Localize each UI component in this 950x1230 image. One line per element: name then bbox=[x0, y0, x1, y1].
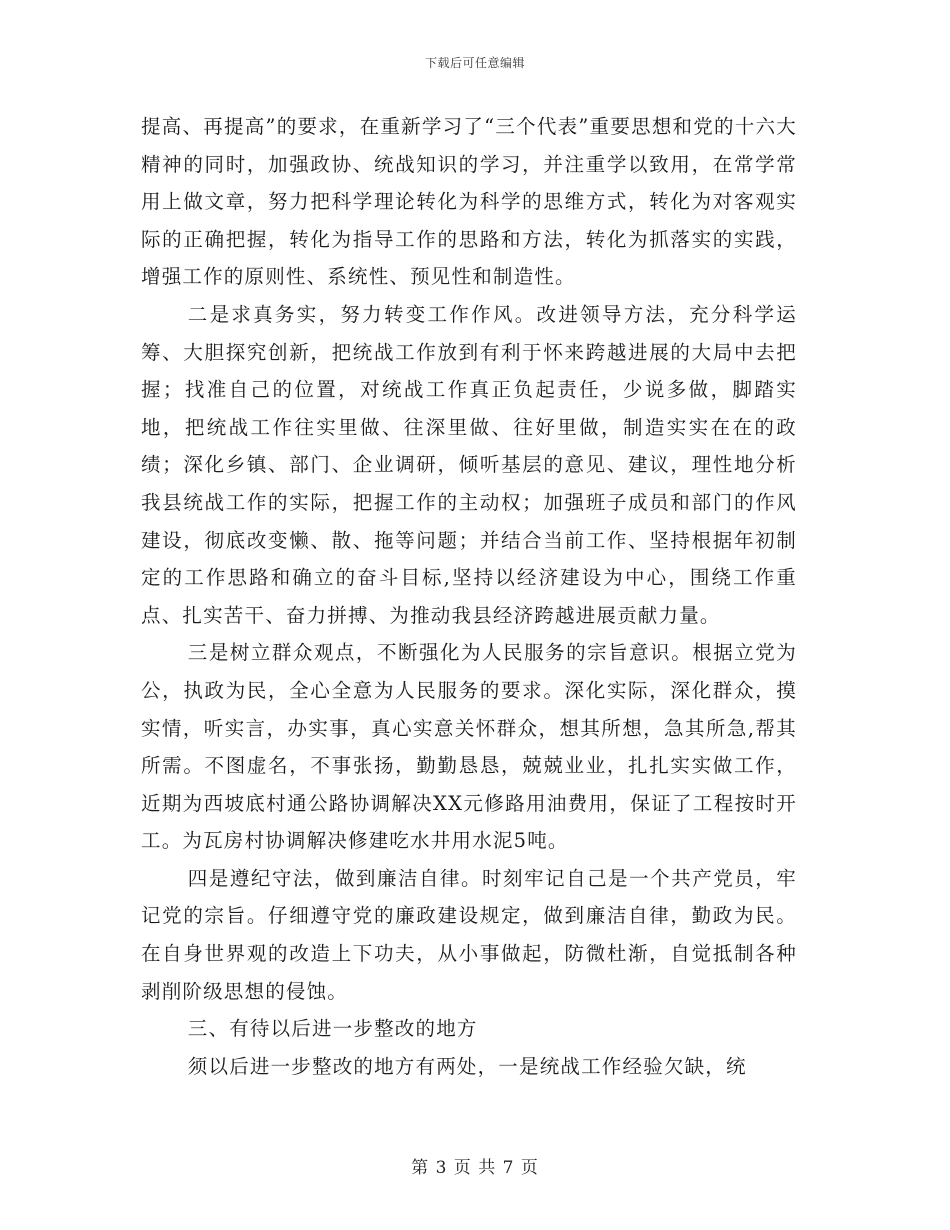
paragraph-discipline: 四是遵纪守法，做到廉洁自律。时刻牢记自己是一个共产党员，牢记党的宗旨。仔细遵守党的廉政建设规定，做到廉洁自律，勤政为民。在自身世界观的改造上下功夫，从小事做起，防微杜渐，自觉抵制各种剥削阶级思想的侵蚀。 bbox=[141, 866, 797, 1003]
paragraph-improvements: 须以后进一步整改的地方有两处，一是统战工作经验欠缺，统 bbox=[187, 1054, 747, 1078]
document-body bbox=[141, 108, 797, 1085]
page-header-note: 下载后可任意编辑 bbox=[424, 56, 525, 70]
paragraph-study: 提高、再提高”的要求，在重新学习了“三个代表”重要思想和党的十六大精神的同时，加强政协、统战知识的学习，并注重学以致用，在常学常用上做文章，努力把科学理论转化为科学的思维方式，转化为对客观实际的正确把握，转化为指导工作的思路和方法，转化为抓落实的实践，增强工作的原则性、系统性、预见性和制造性。 bbox=[141, 115, 797, 289]
page-number: 第 3 页 共 7 页 bbox=[411, 1158, 539, 1178]
section-heading-improvements: 三、有待以后进一步整改的地方 bbox=[187, 1017, 478, 1041]
paragraph-work-style: 二是求真务实，努力转变工作作风。改进领导方法，充分科学运筹、大胆探究创新，把统战工作放到有利于怀来跨越进展的大局中去把握；找准自己的位置，对统战工作真正负起责任，少说多做，脚踏实地，把统战工作往实里做、往深里做、往好里做，制造实实在在的政绩；深化乡镇、部门、企业调研，倾听基层的意见、建议，理性地分析我县统战工作的实际，把握工作的主动权；加强班子成员和部门的作风建设，彻底改变懒、散、拖等问题；并结合当前工作、坚持根据年初制定的工作思路和确立的奋斗目标,坚持以经济建设为中心，围绕工作重点、扎实苦干、奋力拼搏、为推动我县经济跨越进展贡献力量。 bbox=[141, 302, 797, 627]
paragraph-serve-people: 三是树立群众观点，不断强化为人民服务的宗旨意识。根据立党为公，执政为民，全心全意为人民服务的要求。深化实际，深化群众，摸实情，听实言，办实事，真心实意关怀群众，想其所想，急其所急,帮其所需。不图虚名，不事张扬，勤勤恳恳，兢兢业业，扎扎实实做工作，近期为西坡底村通公路协调解决XX元修路用油费用，保证了工程按时开工。为瓦房村协调解决修建吃水井用水泥5吨。 bbox=[141, 641, 797, 853]
